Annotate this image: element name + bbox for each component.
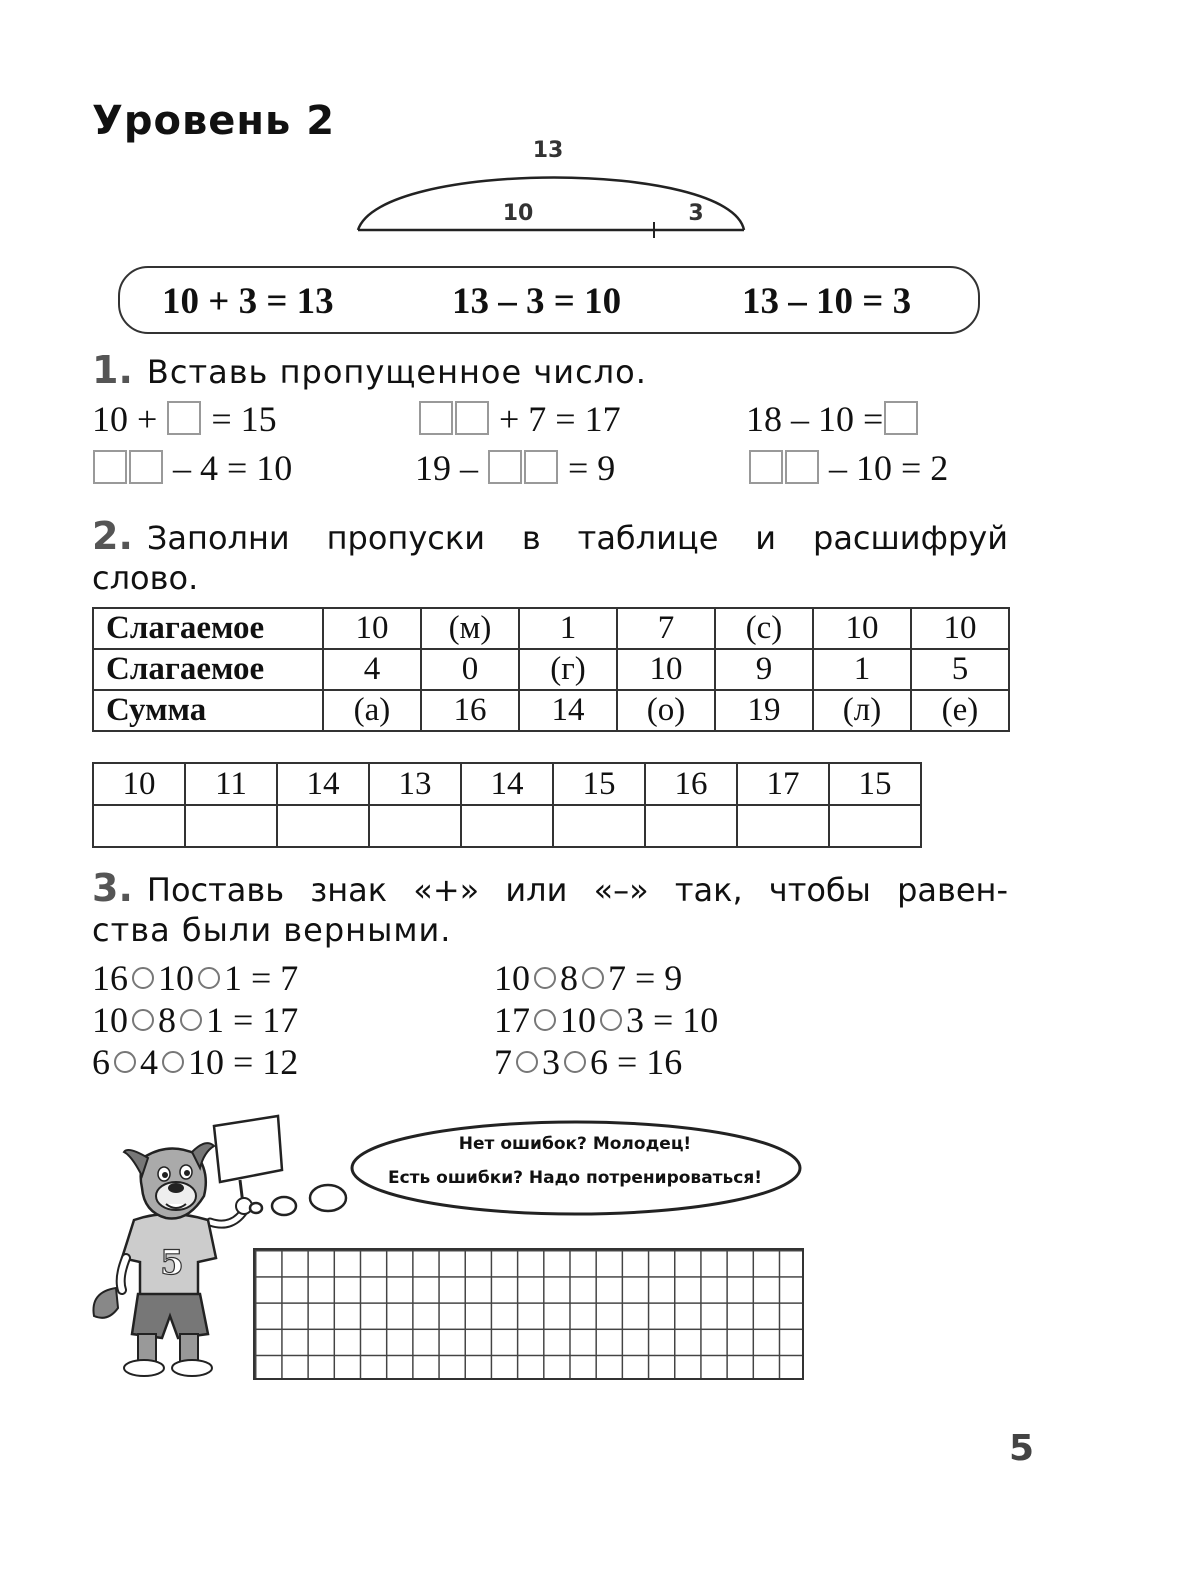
task-1-heading bbox=[92, 350, 647, 392]
sign-circle[interactable] bbox=[132, 967, 154, 989]
table-row bbox=[93, 608, 1009, 649]
letter-input-cell[interactable] bbox=[277, 805, 369, 847]
answer-box[interactable] bbox=[785, 450, 819, 484]
bubble-line-2: Есть ошибки? Надо потренироваться! bbox=[387, 1168, 763, 1188]
letter-input-cell[interactable] bbox=[645, 805, 737, 847]
decode-table bbox=[92, 762, 922, 848]
sign-circle[interactable] bbox=[534, 967, 556, 989]
answer-box[interactable] bbox=[129, 450, 163, 484]
task-1-equation-5: 19 – = 9 bbox=[415, 448, 616, 488]
task-3-number: 3. bbox=[92, 866, 133, 910]
task-3-heading-line-1 bbox=[92, 868, 1008, 910]
sign-circle[interactable] bbox=[600, 1009, 622, 1031]
table-cell: 4 bbox=[323, 649, 421, 690]
answer-box[interactable] bbox=[93, 450, 127, 484]
squared-writing-grid[interactable] bbox=[253, 1248, 804, 1380]
formula-3: 13 – 10 = 3 bbox=[742, 281, 912, 322]
table-row bbox=[93, 690, 1009, 731]
formula-box bbox=[118, 266, 980, 334]
task-2-text-line-2: слово. bbox=[92, 559, 199, 597]
task-3-equation: 17 10 3 = 10 bbox=[494, 1000, 719, 1040]
row-label: Слагаемое bbox=[93, 649, 323, 690]
table-cell: 10 bbox=[911, 608, 1009, 649]
diagram-part2-label: 3 bbox=[688, 201, 704, 226]
task-2-heading-line-1 bbox=[92, 516, 1008, 558]
sign-circle[interactable] bbox=[132, 1009, 154, 1031]
code-cell: 15 bbox=[553, 763, 645, 805]
letter-input-cell[interactable] bbox=[461, 805, 553, 847]
diagram-total-label: 13 bbox=[532, 138, 564, 163]
code-cell: 16 bbox=[645, 763, 737, 805]
task-1-text: Вставь пропущенное число. bbox=[146, 353, 647, 391]
table-cell: (л) bbox=[813, 690, 911, 731]
letter-input-cell[interactable] bbox=[185, 805, 277, 847]
page-title: Уровень 2 bbox=[92, 98, 336, 144]
task-3-equation: 10 8 7 = 9 bbox=[494, 958, 683, 998]
table-cell: (а) bbox=[323, 690, 421, 731]
diagram-part1-label: 10 bbox=[502, 201, 534, 226]
table-cell: 9 bbox=[715, 649, 813, 690]
answer-box[interactable] bbox=[524, 450, 558, 484]
answer-box[interactable] bbox=[419, 401, 453, 435]
task-1-equation-1: 10 + = 15 bbox=[92, 399, 277, 439]
sign-circle[interactable] bbox=[582, 967, 604, 989]
answer-box[interactable] bbox=[884, 401, 918, 435]
table-cell: (е) bbox=[911, 690, 1009, 731]
table-row bbox=[93, 649, 1009, 690]
task-1-equation-2: + 7 = 17 bbox=[418, 397, 621, 441]
answer-box[interactable] bbox=[167, 401, 201, 435]
code-cell: 11 bbox=[185, 763, 277, 805]
task-3-equation: 16 10 1 = 7 bbox=[92, 958, 299, 998]
task-3-equation: 6 4 10 = 12 bbox=[92, 1042, 299, 1082]
task-1-equation-4: – 4 = 10 bbox=[92, 446, 292, 490]
code-cell: 10 bbox=[93, 763, 185, 805]
bubble-line-1: Нет ошибок? Молодец! bbox=[458, 1134, 692, 1154]
code-cell: 15 bbox=[829, 763, 921, 805]
sign-circle[interactable] bbox=[534, 1009, 556, 1031]
code-cell: 13 bbox=[369, 763, 461, 805]
task-3-equation: 7 3 6 = 16 bbox=[494, 1042, 683, 1082]
table-cell: 10 bbox=[813, 608, 911, 649]
sign-circle[interactable] bbox=[114, 1051, 136, 1073]
table-cell: 1 bbox=[813, 649, 911, 690]
answer-box[interactable] bbox=[749, 450, 783, 484]
table-cell: 7 bbox=[617, 608, 715, 649]
code-cell: 17 bbox=[737, 763, 829, 805]
table-cell: 5 bbox=[911, 649, 1009, 690]
table-cell: 16 bbox=[421, 690, 519, 731]
table-cell: 10 bbox=[617, 649, 715, 690]
row-label: Слагаемое bbox=[93, 608, 323, 649]
table-cell: 10 bbox=[323, 608, 421, 649]
task-1-equation-6: – 10 = 2 bbox=[748, 446, 948, 490]
formula-1: 10 + 3 = 13 bbox=[162, 281, 334, 322]
formula-2: 13 – 3 = 10 bbox=[452, 281, 622, 322]
table-cell: (г) bbox=[519, 649, 617, 690]
sign-circle[interactable] bbox=[564, 1051, 586, 1073]
addends-table bbox=[92, 607, 1010, 732]
letter-input-cell[interactable] bbox=[829, 805, 921, 847]
sign-circle[interactable] bbox=[180, 1009, 202, 1031]
sign-circle[interactable] bbox=[162, 1051, 184, 1073]
code-cell: 14 bbox=[461, 763, 553, 805]
page-number: 5 bbox=[1008, 1428, 1034, 1469]
task-3-text-line-2: ства были верными. bbox=[92, 911, 452, 949]
table-cell: (с) bbox=[715, 608, 813, 649]
letter-input-cell[interactable] bbox=[553, 805, 645, 847]
task-2-text-line-1: Заполни пропуски в таблице и расшифруй bbox=[146, 519, 1008, 557]
task-2-number: 2. bbox=[92, 514, 133, 558]
answer-box[interactable] bbox=[488, 450, 522, 484]
table-row bbox=[93, 805, 921, 847]
letter-input-cell[interactable] bbox=[737, 805, 829, 847]
row-label: Сумма bbox=[93, 690, 323, 731]
table-cell: 19 bbox=[715, 690, 813, 731]
table-cell: 14 bbox=[519, 690, 617, 731]
table-cell: (м) bbox=[421, 608, 519, 649]
table-cell: 0 bbox=[421, 649, 519, 690]
dog-shirt-number: 5 bbox=[160, 1243, 184, 1283]
task-3-equation: 10 8 1 = 17 bbox=[92, 1000, 299, 1040]
task-1-number: 1. bbox=[92, 348, 133, 392]
task-3-text-line-1: Поставь знак «+» или «–» так, чтобы равен- bbox=[146, 871, 1008, 909]
letter-input-cell[interactable] bbox=[93, 805, 185, 847]
segment-diagram bbox=[350, 130, 760, 250]
sign-circle[interactable] bbox=[198, 967, 220, 989]
answer-box[interactable] bbox=[455, 401, 489, 435]
table-cell: (о) bbox=[617, 690, 715, 731]
table-row bbox=[93, 763, 921, 805]
task-1-equation-3: 18 – 10 = bbox=[746, 397, 919, 441]
sign-circle[interactable] bbox=[516, 1051, 538, 1073]
letter-input-cell[interactable] bbox=[369, 805, 461, 847]
table-cell: 1 bbox=[519, 608, 617, 649]
code-cell: 14 bbox=[277, 763, 369, 805]
